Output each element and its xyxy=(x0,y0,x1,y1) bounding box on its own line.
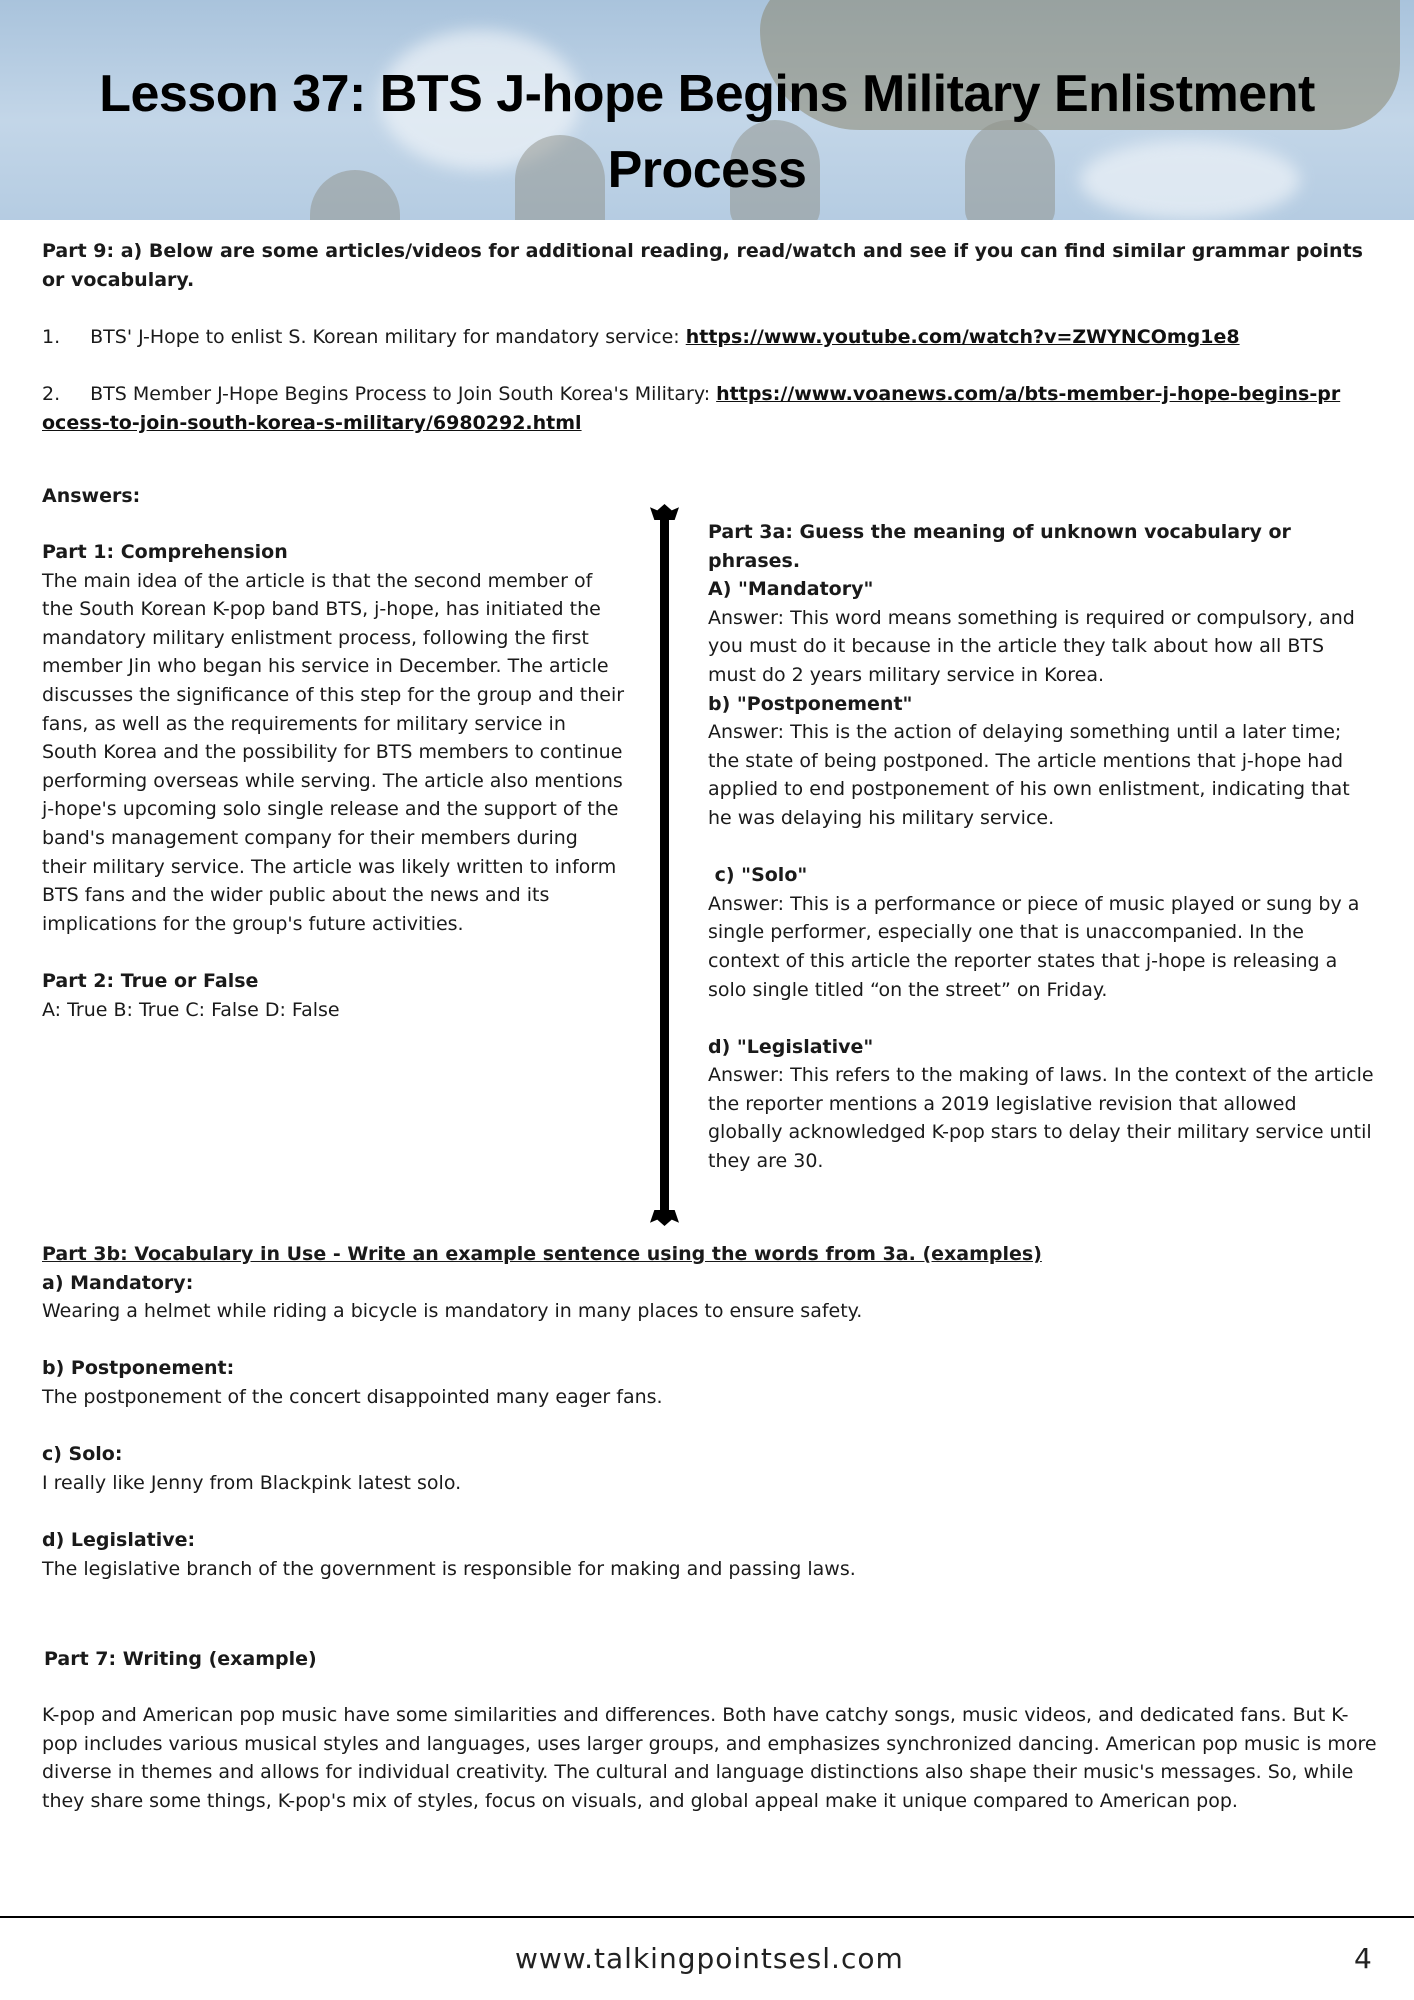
example-sentence: I really like Jenny from Blackpink latest solo. xyxy=(42,1471,462,1494)
part1-heading: Part 1: Comprehension xyxy=(42,541,288,563)
left-column xyxy=(42,538,627,1024)
link-description: BTS' J-Hope to enlist S. Korean military for mandatory service: xyxy=(90,326,686,348)
vocab-term: A) "Mandatory" xyxy=(708,578,874,601)
header-banner xyxy=(0,0,1414,220)
vocab-answer: Answer: This refers to the making of laws. In the context of the article the reporter mentions a 2019 legislative revision that allowed globally acknowledged K-pop stars to delay their military service until they are 30. xyxy=(708,1064,1374,1173)
vocab-answer: Answer: This word means something is required or compulsory, and you must do it because in the article they talk about how all BTS must do 2 years military service in Korea. xyxy=(708,606,1355,686)
vocab-term: b) "Postponement" xyxy=(708,692,913,715)
example-term: a) Mandatory: xyxy=(42,1271,194,1294)
part2-heading: Part 2: True or False xyxy=(42,969,259,992)
link-description: BTS Member J-Hope Begins Process to Join South Korea's Military: xyxy=(90,383,717,405)
part7-heading: Part 7: Writing (example) xyxy=(44,1648,317,1670)
example-sentence: Wearing a helmet while riding a bicycle is mandatory in many places to ensure safety. xyxy=(42,1300,863,1323)
example-term: b) Postponement: xyxy=(42,1357,235,1380)
list-number: 2. xyxy=(42,383,61,405)
part3b-heading: Part 3b: Vocabulary in Use - Write an example sentence using the words from 3a. (examples) xyxy=(42,1243,1042,1265)
vocab-answer: Answer: This is the action of delaying something until a later time; the state of being postponed. The article mentions that j-hope had applied to end postponement of his own enlistment, indicating that he was delaying his military service. xyxy=(708,721,1350,829)
part3b-section xyxy=(42,1240,1372,1583)
page-number: 4 xyxy=(1354,1942,1373,1975)
link-item-2 xyxy=(42,380,1342,437)
link-item-1 xyxy=(42,323,1372,352)
example-term: c) Solo: xyxy=(42,1443,123,1466)
vocab-term: c) "Solo" xyxy=(708,864,808,887)
part2-text: A: True B: True C: False D: False xyxy=(42,998,340,1021)
divider-bottom-ornament xyxy=(650,1210,679,1226)
answers-label: Answers: xyxy=(42,485,141,507)
part1-text: The main idea of the article is that the second member of the South Korean K-pop band BTS, j-hope, has initiated the mandatory military enlistment process, following the first member Jin who began his service in December. The article discusses the significance of this step for the group and their fans, as well as the requirements for military service in South Korea and the possibility for BTS members to continue performing overseas while serving. The article also mentions j-hope's upcoming solo single release and the support of the band's management company for their members during their military service. The article was likely written to inform BTS fans and the wider public about the news and its implications for the group's future activities. xyxy=(42,569,625,935)
example-sentence: The postponement of the concert disappointed many eager fans. xyxy=(42,1385,663,1408)
voanews-link[interactable]: https://www.voanews.com/a/bts-member-j-hope-begins-process-to-join-south-korea-s-military/6980292.html xyxy=(42,383,1341,434)
column-divider xyxy=(660,516,669,1212)
example-sentence: The legislative branch of the government is responsible for making and passing laws. xyxy=(42,1557,856,1580)
youtube-link[interactable]: https://www.youtube.com/watch?v=ZWYNCOmg1e8 xyxy=(685,326,1240,348)
part9-heading: Part 9: a) Below are some articles/videos for additional reading, read/watch and see if you can find similar grammar points or vocabulary. xyxy=(42,240,1363,291)
page-title: Lesson 37: BTS J-hope Begins Military Enlistment Process xyxy=(99,65,1315,199)
part7-text: K-pop and American pop music have some similarities and differences. Both have catchy songs, music videos, and dedicated fans. But K-pop includes various musical styles and languages, uses larger groups, and emphasizes synchronized dancing. American pop music is more diverse in themes and allows for individual creativity. The cultural and language distinctions also shape their music's messages. So, while they share some things, K-pop's mix of styles, focus on visuals, and global appeal make it unique compared to American pop. xyxy=(42,1704,1377,1812)
vocab-answer: Answer: This is a performance or piece of music played or sung by a single performer, especially one that is unaccompanied. In the context of this article the reporter states that j-hope is releasing a solo single titled “on the street” on Friday. xyxy=(708,892,1360,1001)
right-column xyxy=(708,518,1374,1176)
footer-divider xyxy=(0,1916,1414,1918)
footer-website: www.talkingpointsesl.com xyxy=(515,1942,904,1975)
part3a-heading: Part 3a: Guess the meaning of unknown vocabulary or phrases. xyxy=(708,521,1291,572)
vocab-term: d) "Legislative" xyxy=(708,1035,874,1058)
list-number: 1. xyxy=(42,326,61,348)
example-term: d) Legislative: xyxy=(42,1528,196,1551)
